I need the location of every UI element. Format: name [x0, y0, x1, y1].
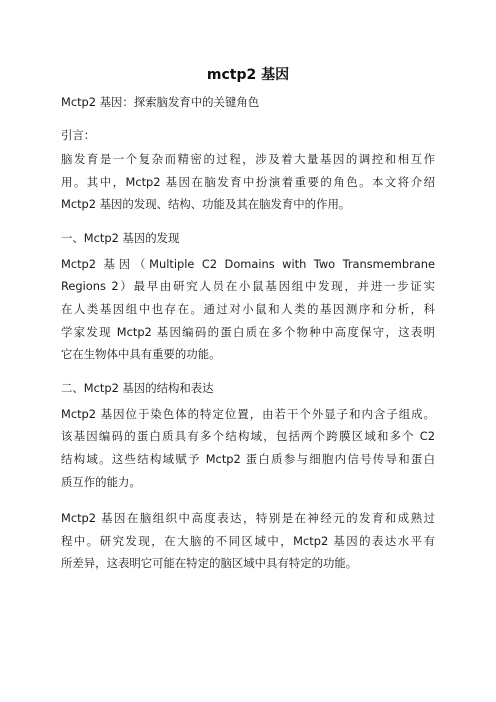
section1-line: 它在生物体中具有重要的功能。 — [61, 347, 221, 362]
document-title: mctp2 基因 — [206, 67, 290, 83]
section2b-line: 所差异，这表明它可能在特定的脑区域中具有特定的功能。 — [61, 556, 358, 571]
section2-paragraph — [61, 403, 435, 493]
section2b-line: 程中。研究发现，在大脑的不同区域中，Mctp2 基因的表达水平有 — [61, 533, 435, 548]
section1-line: 在人类基因组中也存在。通过对小鼠和人类的基因测序和分析，科 — [61, 301, 435, 316]
intro-line: 用。其中，Mctp2 基因在脑发育中扮演着重要的角色。本文将介绍 — [61, 174, 435, 189]
intro-heading: 引言： — [61, 128, 96, 142]
section1-line: Mctp2 基因（Multiple C2 Domains with Two Transmembrane — [61, 256, 435, 271]
section1-heading: 一、Mctp2 基因的发现 — [61, 230, 180, 245]
section2-line: 质互作的能力。 — [61, 474, 141, 489]
section1-line: Regions 2）最早由研究人员在小鼠基因组中发现，并进一步证实 — [61, 279, 435, 294]
section2-line: 结构域。这些结构域赋予 Mctp2 蛋白质参与细胞内信号传导和蛋白 — [61, 451, 435, 466]
intro-line: 脑发育是一个复杂而精密的过程，涉及着大量基因的调控和相互作 — [61, 152, 435, 166]
intro-paragraph — [61, 148, 435, 216]
section1-line: 学家发现 Mctp2 基因编码的蛋白质在多个物种中高度保守，这表明 — [61, 324, 435, 339]
section1-paragraph — [61, 253, 435, 366]
document-subtitle: Mctp2 基因：探索脑发育中的关键角色 — [61, 95, 260, 109]
section2-line: Mctp2 基因位于染色体的特定位置，由若干个外显子和内含子组成。 — [61, 406, 435, 421]
section2-line: 该基因编码的蛋白质具有多个结构域，包括两个跨膜区域和多个 C2 — [61, 429, 435, 444]
section2b-line: Mctp2 基因在脑组织中高度表达，特别是在神经元的发育和成熟过 — [61, 511, 435, 526]
intro-line: Mctp2 基因的发现、结构、功能及其在脑发育中的作用。 — [61, 197, 351, 212]
section2b-paragraph — [61, 507, 435, 575]
section2-heading: 二、Mctp2 基因的结构和表达 — [61, 380, 214, 395]
document-body — [61, 94, 435, 575]
